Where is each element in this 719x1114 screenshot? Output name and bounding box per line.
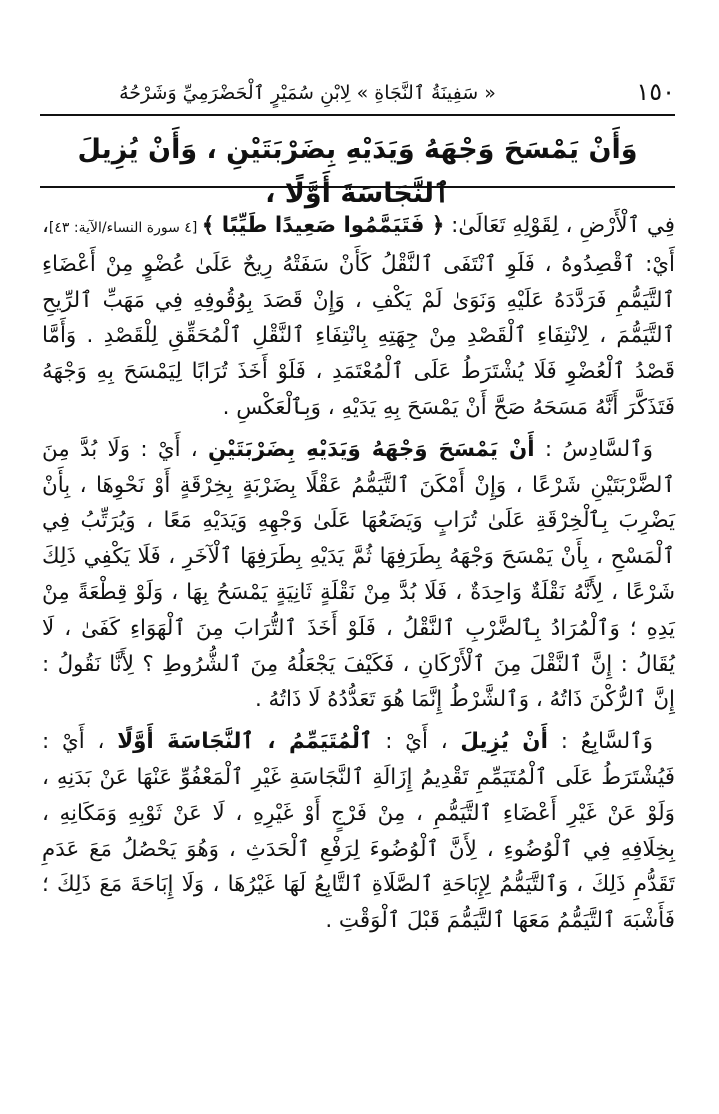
commentary-paragraph (42, 208, 675, 426)
header-rule (40, 114, 675, 116)
paragraph-text: ، أَيْ : وَلَا بُدَّ مِنَ ٱلضَّرْبَتَيْنِ شَرْعًا ، وَإِنْ أَمْكَنَ ٱلتَّيَمُّمُ عَقْلًا بِضَرْبَةٍ بِخِرْقَةٍ أَوْ نَحْوِهَا ، بِأَنْ يَضْرِبَ بِٱلْخِرْقَةِ عَلَىٰ تُرَابٍ وَيَضَعُهَا عَلَىٰ وَجْهِهِ وَيَدَيْهِ مَعًا ، وَيُرَتِّبُ فِي ٱلْمَسْحِ ، بِأَنْ يَمْسَحَ وَجْهَهُ بِطَرَفِهَا ثُمَّ يَدَيْهِ بِطَرَفِهَا ٱلْآخَرِ ، فَلَا يَكْفِي ذَلِكَ شَرْعًا ، لِأَنَّهُ نَقْلَةٌ وَاحِدَةٌ ، فَلَا بُدَّ مِنْ نَقْلَةٍ ثَانِيَةٍ يَمْسَحُ بِهَا ، وَلَوْ قِطْعَةً مِنْ يَدِهِ ؛ وَٱلْمُرَادُ بِٱلضَّرْبِ ٱلنَّقْلُ ، فَلَوْ أَخَذَ ٱلتُّرَابَ مِنَ ٱلْهَوَاءِ كَفَىٰ ، لَا يُقَالُ : إِنَّ ٱلنَّقْلَ مِنَ ٱلْأَرْكَانِ ، فَكَيْفَ يَجْعَلُهُ مِنَ ٱلشُّرُوطِ ؟ لِأَنَّا نَقُولُ : إِنَّ ٱلرُّكْنَ ذَاتُهُ ، وَٱلشَّرْطُ إِنَّمَا هُوَ تَعَدُّدُهُ لَا ذَاتُهُ . (42, 436, 675, 713)
commentary-paragraph (42, 432, 675, 718)
matn-rule (40, 186, 675, 188)
paragraph-text: ، أَيْ: ٱقْصِدُوهُ ، فَلَوِ ٱنْتَفَى ٱلنَّقْلُ كَأَنْ سَفَتْهُ رِيحٌ عَلَىٰ عُضْوٍ مِنْ أَعْضَاءِ ٱلتَّيَمُّمِ فَرَدَّدَهُ عَلَيْهِ وَنَوَىٰ لَمْ يَكْفِ ، وَإِنْ قَصَدَ بِوُقُوفِهِ فِي مَهَبِّ ٱلرِّيحِ ٱلتَّيَمُّمَ ، لِانْتِفَاءِ ٱلْقَصْدِ مِنْ جِهَتِهِ بِانْتِفَاءِ ٱلنَّقْلِ ٱلْمُحَقِّقِ لِلْقَصْدِ . وَأَمَّا قَصْدُ ٱلْعُضْوِ فَلَا يُشْتَرَطُ عَلَى ٱلْمُعْتَمَدِ ، فَلَوْ أَخَذَ تُرَابًا لِيَمْسَحَ بِهِ وَجْهَهُ فَتَذَكَّرَ أَنَّهُ مَسَحَهُ صَحَّ أَنْ يَمْسَحَ بِهِ يَدَيْهِ ، وَبِٱلْعَكْسِ . (42, 213, 675, 420)
matn-quote: أَنْ يُزِيلَ (460, 729, 548, 755)
verse-reference: [٤ سورة النساء/الآية: ٤٣] (48, 220, 202, 236)
paragraph-text: وَٱلسَّادِسُ : (534, 436, 653, 462)
commentary-paragraph (42, 724, 675, 939)
page-header (40, 76, 675, 112)
matn-text: وَأَنْ يَمْسَحَ وَجْهَهُ وَيَدَيْهِ بِضَرْبَتَيْنِ ، وَأَنْ يُزِيلَ ٱلنَّجَاسَةَ أَوَّلًا ، (77, 134, 638, 209)
running-title: « سَفِينَةُ ٱلنَّجَاةِ » لِابْنِ سُمَيْرٍ ٱلْحَضْرَمِيِّ وَشَرْحُهُ (119, 82, 496, 104)
quran-quote: ﴿ فَتَيَمَّمُوا صَعِيدًا طَيِّبًا ﴾ (201, 213, 445, 238)
matn-quote: أَنْ يَمْسَحَ وَجْهَهُ وَيَدَيْهِ بِضَرْبَتَيْنِ (208, 436, 535, 462)
matn-quote: ٱلْمُتَيَمِّمُ ، ٱلنَّجَاسَةَ أَوَّلًا (117, 729, 373, 755)
paragraph-text: ، أَيْ : فَيُشْتَرَطُ عَلَى ٱلْمُتَيَمِّمِ تَقْدِيمُ إِزَالَةِ ٱلنَّجَاسَةِ غَيْرِ ٱلْمَعْفُوِّ عَنْهَا عَنْ بَدَنِهِ ، وَلَوْ عَنْ غَيْرِ أَعْضَاءِ ٱلتَّيَمُّمِ ، مِنْ فَرْجٍ أَوْ غَيْرِهِ ، لَا عَنْ ثَوْبِهِ وَمَكَانِهِ ، بِخِلَافِهِ فِي ٱلْوُضُوءِ ، لِأَنَّ ٱلْوُضُوءَ لِرَفْعِ ٱلْحَدَثِ ، وَهُوَ يَحْصُلُ مَعَ عَدَمِ تَقَدُّمِ ذَلِكَ ، وَٱلتَّيَمُّمُ لِإِبَاحَةِ ٱلصَّلَاةِ ٱلتَّابِعُ لَهَا غَيْرُهَا ، وَلَا إِبَاحَةَ مَعَ ذَلِكَ ؛ فَأَشْبَهَ ٱلتَّيَمُّمُ مَعَهَا ٱلتَّيَمُّمَ قَبْلَ ٱلْوَقْتِ . (42, 729, 675, 934)
paragraph-text: ، أَيْ : (372, 729, 461, 755)
paragraph-text: وَٱلسَّابِعُ : (547, 729, 654, 755)
commentary-body (42, 208, 675, 939)
page-number: ١٥٠ (636, 78, 675, 106)
paragraph-text: فِي ٱلْأَرْضِ ، لِقَوْلِهِ تَعَالَىٰ: (444, 213, 675, 238)
